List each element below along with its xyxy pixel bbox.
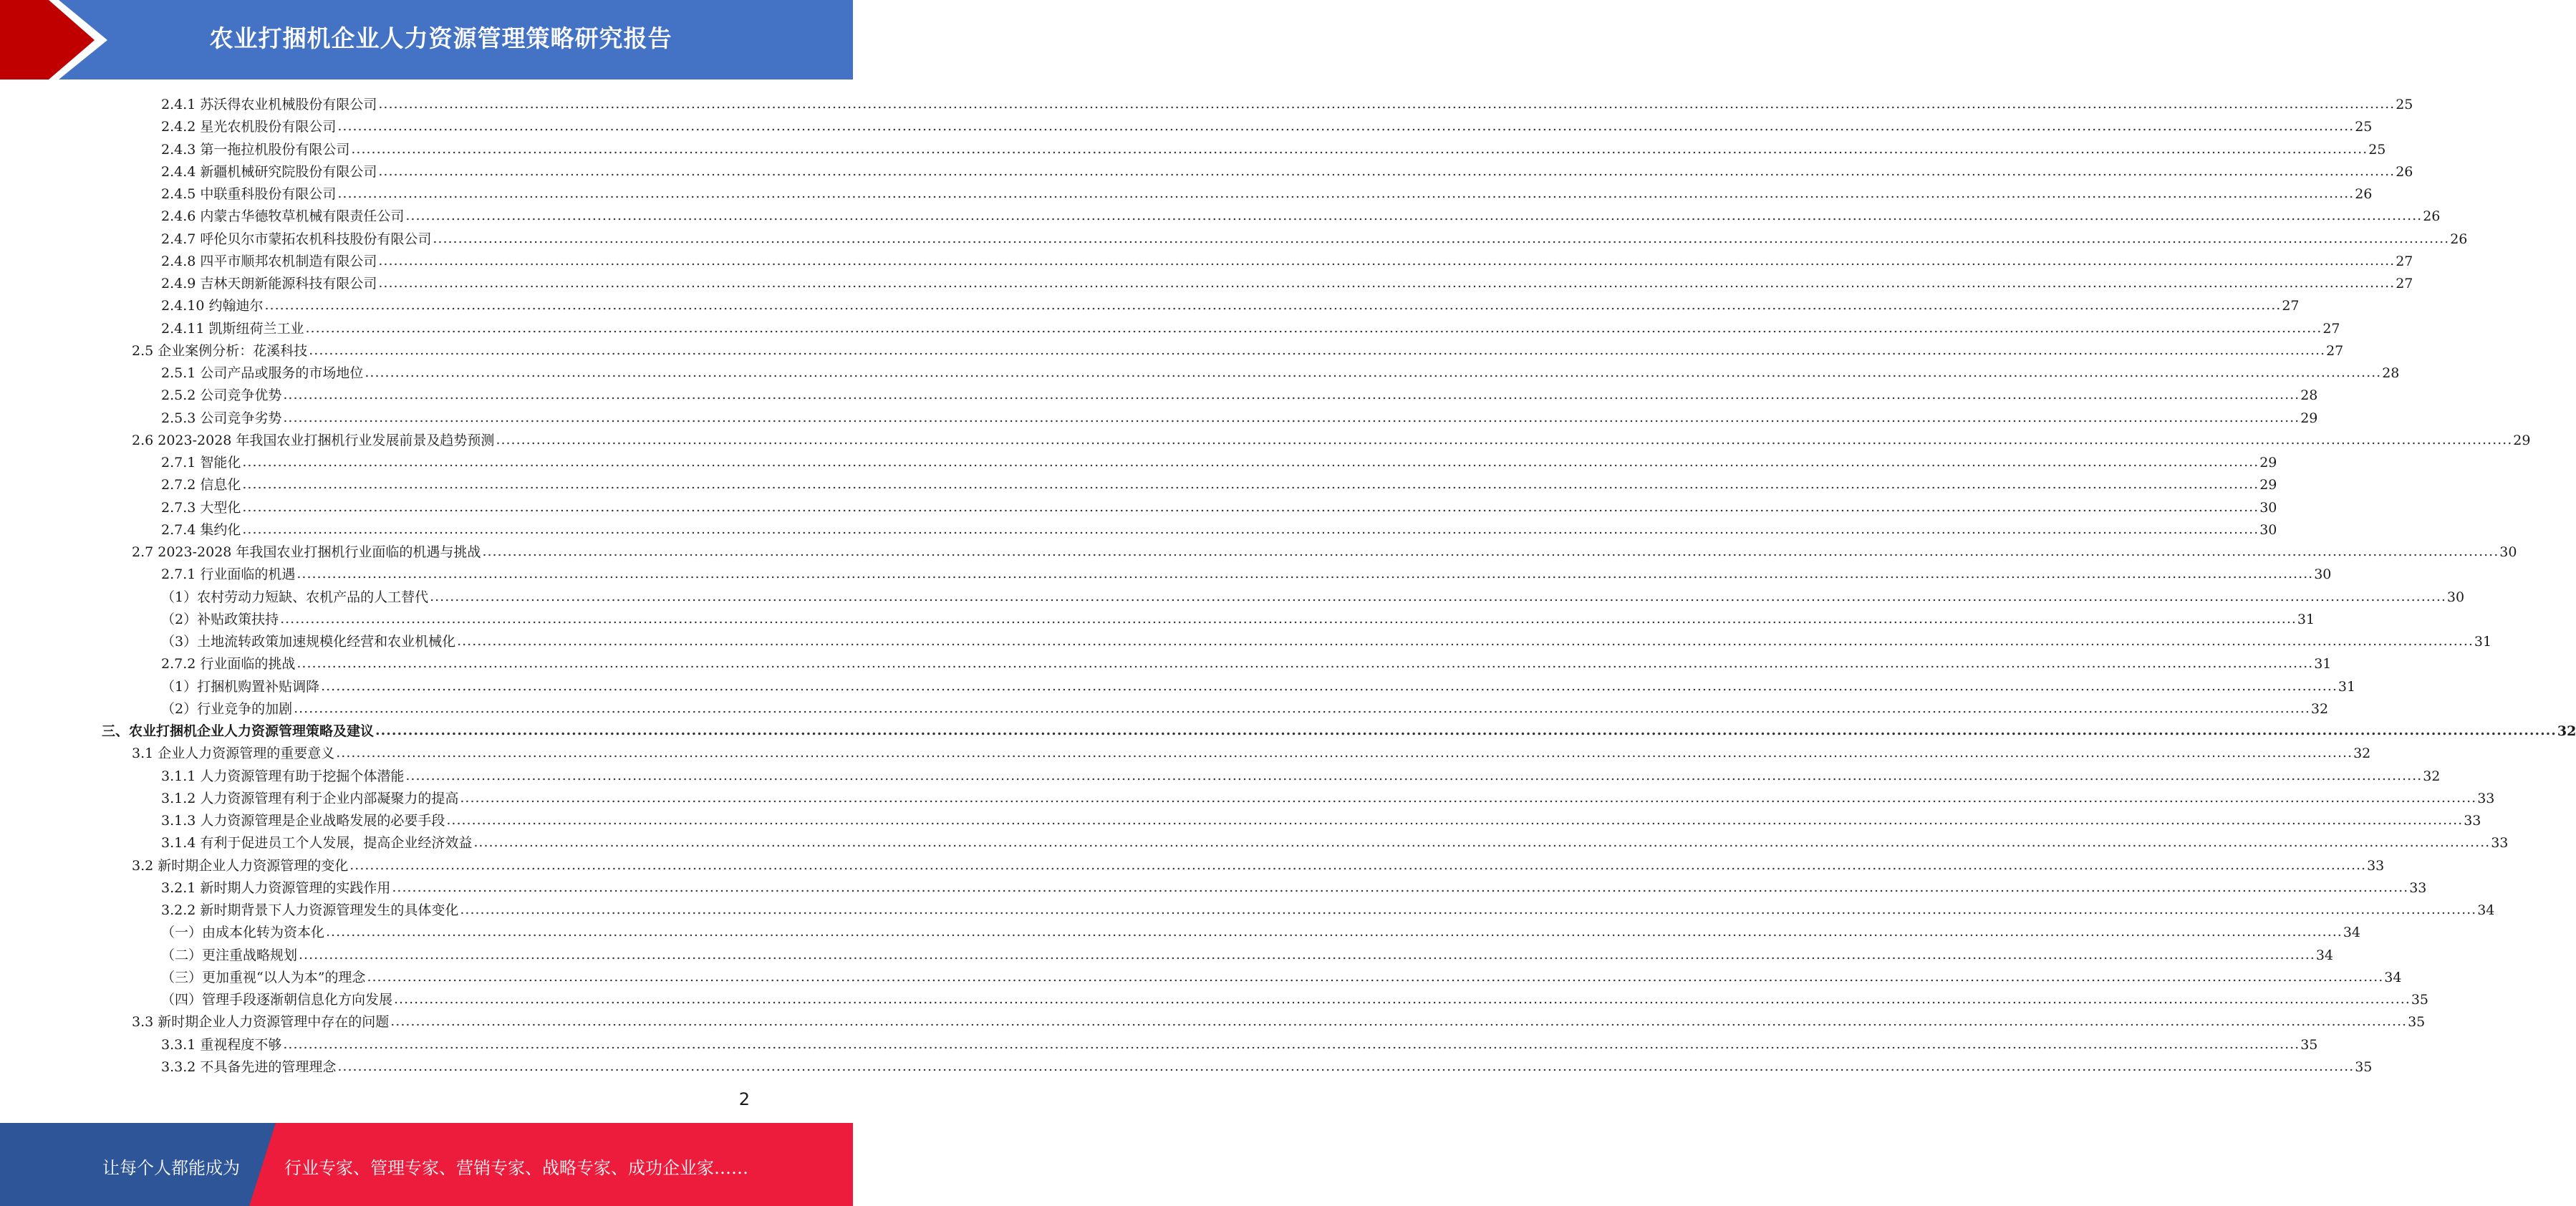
toc-dot-leader: ................................................................................................................................................................................................................................................................................................................................................................................................................ xyxy=(337,118,2355,134)
toc-entry-page: 27 xyxy=(2326,343,2344,359)
toc-entry[interactable] xyxy=(161,561,2332,583)
toc-dot-leader: ................................................................................................................................................................................................................................................................................................................................................................................................................ xyxy=(394,991,2411,1007)
toc-dot-leader: ................................................................................................................................................................................................................................................................................................................................................................................................................ xyxy=(349,857,2367,873)
toc-dot-leader: ................................................................................................................................................................................................................................................................................................................................................................................................................ xyxy=(299,947,2315,963)
toc-entry-page: 35 xyxy=(2355,1059,2373,1075)
toc-dot-leader: ................................................................................................................................................................................................................................................................................................................................................................................................................ xyxy=(405,208,2423,223)
toc-entry-page: 26 xyxy=(2355,186,2373,202)
toc-entry[interactable] xyxy=(161,471,2277,493)
toc-dot-leader: ................................................................................................................................................................................................................................................................................................................................................................................................................ xyxy=(280,611,2297,627)
toc-dot-leader: ................................................................................................................................................................................................................................................................................................................................................................................................................ xyxy=(496,432,2513,448)
toc-entry-title: 2.4.1 苏沃得农业机械股份有限公司 xyxy=(161,97,377,112)
toc-entry[interactable] xyxy=(161,584,2465,606)
toc-entry-page: 33 xyxy=(2477,791,2495,806)
toc-entry-title: 2.7.1 智能化 xyxy=(161,455,241,471)
toc-dot-leader: ................................................................................................................................................................................................................................................................................................................................................................................................................ xyxy=(283,387,2300,402)
toc-entry-page: 31 xyxy=(2338,679,2356,695)
toc-entry[interactable] xyxy=(161,650,2332,672)
toc-entry[interactable] xyxy=(161,628,2492,650)
toc-entry-page: 35 xyxy=(2411,992,2429,1008)
toc-dot-leader: ................................................................................................................................................................................................................................................................................................................................................................................................................ xyxy=(309,342,2326,358)
toc-dot-leader: ................................................................................................................................................................................................................................................................................................................................................................................................................ xyxy=(378,275,2396,291)
toc-entry[interactable] xyxy=(161,807,2481,829)
toc-dot-leader: ................................................................................................................................................................................................................................................................................................................................................................................................................ xyxy=(242,476,2259,492)
toc-entry[interactable] xyxy=(132,1008,2426,1031)
toc-entry-page: 33 xyxy=(2491,835,2509,851)
toc-entry[interactable] xyxy=(132,427,2531,449)
toc-entry[interactable] xyxy=(161,942,2334,964)
toc-entry-page: 31 xyxy=(2297,612,2315,627)
toc-dot-leader: ................................................................................................................................................................................................................................................................................................................................................................................................................ xyxy=(446,812,2464,828)
toc-entry-page: 29 xyxy=(2259,477,2277,493)
toc-entry-title: 3.1 企业人力资源管理的重要意义 xyxy=(132,746,335,761)
toc-entry-page: 32 xyxy=(2557,723,2576,739)
toc-dot-leader: ................................................................................................................................................................................................................................................................................................................................................................................................................ xyxy=(378,253,2396,269)
footer-slogan-left: 让每个人都能成为 xyxy=(102,1158,240,1178)
toc-entry[interactable] xyxy=(161,516,2277,539)
document-title: 农业打捆机企业人力资源管理策略研究报告 xyxy=(209,24,672,52)
toc-entry-page: 31 xyxy=(2314,656,2332,672)
toc-entry[interactable] xyxy=(161,113,2373,135)
toc-entry-title: 2.7.2 信息化 xyxy=(161,477,241,493)
toc-entry-page: 34 xyxy=(2384,970,2402,985)
toc-entry-title: （2）行业竞争的加剧 xyxy=(161,701,293,717)
toc-entry-page: 32 xyxy=(2353,746,2371,761)
toc-dot-leader: ................................................................................................................................................................................................................................................................................................................................................................................................................ xyxy=(296,655,2314,671)
toc-dot-leader: ................................................................................................................................................................................................................................................................................................................................................................................................................ xyxy=(294,700,2310,716)
toc-entry-page: 30 xyxy=(2446,589,2465,605)
toc-dot-leader: ................................................................................................................................................................................................................................................................................................................................................................................................................ xyxy=(367,969,2384,985)
toc-entry-title: 2.4.8 四平市顺邦农机制造有限公司 xyxy=(161,254,377,269)
toc-entry-page: 25 xyxy=(2396,97,2413,112)
toc-entry[interactable] xyxy=(161,986,2429,1008)
toc-entry[interactable] xyxy=(161,158,2413,180)
toc-entry-title: 2.7.1 行业面临的机遇 xyxy=(161,566,296,582)
toc-entry[interactable] xyxy=(132,740,2371,762)
toc-entry[interactable] xyxy=(161,494,2277,516)
toc-entry-title: 3.3 新时期企业人力资源管理中存在的问题 xyxy=(132,1014,390,1030)
toc-dot-leader: ................................................................................................................................................................................................................................................................................................................................................................................................................ xyxy=(296,566,2314,582)
toc-entry[interactable] xyxy=(161,919,2361,941)
toc-entry-title: 2.4.2 星光农机股份有限公司 xyxy=(161,119,337,135)
toc-dot-leader: ................................................................................................................................................................................................................................................................................................................................................................................................................ xyxy=(321,678,2338,694)
toc-entry[interactable] xyxy=(161,248,2413,270)
toc-entry-page: 26 xyxy=(2396,164,2413,180)
toc-entry-title: 2.7.3 大型化 xyxy=(161,500,241,516)
toc-entry-title: （1）农村劳动力短缺、农机产品的人工替代 xyxy=(161,589,429,605)
toc-entry[interactable] xyxy=(161,874,2427,897)
toc-entry-page: 27 xyxy=(2282,298,2300,314)
toc-dot-leader: ................................................................................................................................................................................................................................................................................................................................................................................................................ xyxy=(242,454,2259,470)
toc-dot-leader: ................................................................................................................................................................................................................................................................................................................................................................................................................ xyxy=(457,633,2474,649)
toc-entry-page: 32 xyxy=(2423,768,2441,784)
toc-entry-page: 33 xyxy=(2367,858,2385,874)
toc-dot-leader: ................................................................................................................................................................................................................................................................................................................................................................................................................ xyxy=(242,521,2259,537)
toc-dot-leader: ................................................................................................................................................................................................................................................................................................................................................................................................................ xyxy=(430,589,2446,604)
page-number: 2 xyxy=(738,1089,750,1109)
toc-entry-title: （四）管理手段逐渐朝信息化方向发展 xyxy=(161,992,393,1008)
toc-entry-page: 28 xyxy=(2300,387,2318,403)
toc-dot-leader: ................................................................................................................................................................................................................................................................................................................................................................................................................ xyxy=(337,1058,2355,1074)
toc-entry-title: 2.4.4 新疆机械研究院股份有限公司 xyxy=(161,164,377,180)
toc-entry[interactable] xyxy=(161,673,2356,695)
toc-entry[interactable] xyxy=(161,226,2468,248)
toc-entry-page: 28 xyxy=(2382,365,2400,381)
toc-dot-leader: ................................................................................................................................................................................................................................................................................................................................................................................................................ xyxy=(460,902,2477,917)
toc-entry-title: 2.5.3 公司竞争劣势 xyxy=(161,410,282,426)
toc-entry-title: 2.4.3 第一拖拉机股份有限公司 xyxy=(161,142,350,158)
toc-entry[interactable] xyxy=(161,292,2300,314)
toc-entry-page: 25 xyxy=(2355,119,2373,135)
toc-dot-leader: ................................................................................................................................................................................................................................................................................................................................................................................................................ xyxy=(390,1013,2408,1029)
toc-entry-page: 32 xyxy=(2310,701,2329,717)
toc-entry-title: 2.5.1 公司产品或服务的市场地位 xyxy=(161,365,364,381)
toc-entry-page: 29 xyxy=(2300,410,2318,426)
toc-entry-title: 2.4.6 内蒙古华德牧草机械有限责任公司 xyxy=(161,208,405,224)
toc-entry-page: 30 xyxy=(2499,544,2517,560)
toc-entry-title: 3.2.2 新时期背景下人力资源管理发生的具体变化 xyxy=(161,902,459,918)
toc-dot-leader: ................................................................................................................................................................................................................................................................................................................................................................................................................ xyxy=(351,141,2368,157)
toc-dot-leader: ................................................................................................................................................................................................................................................................................................................................................................................................................ xyxy=(392,879,2409,895)
toc-entry-page: 25 xyxy=(2368,142,2386,158)
toc-entry-page: 30 xyxy=(2259,522,2277,538)
toc-entry[interactable] xyxy=(161,606,2315,628)
toc-entry-page: 29 xyxy=(2259,455,2277,471)
toc-entry-title: 3.3.2 不具备先进的管理理念 xyxy=(161,1059,337,1075)
toc-entry[interactable] xyxy=(132,539,2517,561)
toc-entry-page: 27 xyxy=(2322,321,2340,337)
toc-entry-title: 3.1.3 人力资源管理是企业战略发展的必要手段 xyxy=(161,813,445,829)
toc-entry-title: 2.4.7 呼伦贝尔市蒙拓农机科技股份有限公司 xyxy=(161,231,432,247)
toc-entry-page: 35 xyxy=(2408,1014,2426,1030)
toc-dot-leader: ................................................................................................................................................................................................................................................................................................................................................................................................................ xyxy=(283,1036,2300,1052)
toc-entry[interactable] xyxy=(161,203,2441,225)
toc-entry-page: 26 xyxy=(2423,208,2441,224)
toc-entry-title: 3.1.4 有利于促进员工个人发展，提高企业经济效益 xyxy=(161,835,473,851)
toc-entry-page: 33 xyxy=(2409,880,2427,896)
toc-entry-title: 2.4.9 吉林天朗新能源科技有限公司 xyxy=(161,276,377,291)
toc-entry-page: 30 xyxy=(2314,566,2332,582)
toc-entry-title: （二）更注重战略规划 xyxy=(161,947,298,963)
toc-entry-title: 3.1.1 人力资源管理有助于挖掘个体潜能 xyxy=(161,768,405,784)
toc-entry[interactable] xyxy=(161,180,2373,203)
toc-entry-page: 31 xyxy=(2474,634,2492,650)
toc-entry[interactable] xyxy=(161,897,2495,919)
toc-entry[interactable] xyxy=(161,449,2277,471)
page-header xyxy=(0,0,853,79)
toc-entry-title: （1）打捆机购置补贴调降 xyxy=(161,679,320,695)
toc-entry-title: 3.1.2 人力资源管理有利于企业内部凝聚力的提高 xyxy=(161,791,459,806)
toc-entry-title: 2.5 企业案例分析：花溪科技 xyxy=(132,343,308,359)
toc-dot-leader: ................................................................................................................................................................................................................................................................................................................................................................................................................ xyxy=(365,365,2382,380)
toc-entry[interactable] xyxy=(161,360,2400,382)
toc-dot-leader: ................................................................................................................................................................................................................................................................................................................................................................................................................ xyxy=(283,410,2300,425)
toc-entry[interactable] xyxy=(161,136,2386,158)
toc-dot-leader: ................................................................................................................................................................................................................................................................................................................................................................................................................ xyxy=(460,790,2477,806)
toc-entry[interactable] xyxy=(161,829,2509,852)
toc-entry-page: 33 xyxy=(2464,813,2481,829)
toc-entry-page: 27 xyxy=(2396,276,2413,291)
footer-slogan-right: 行业专家、管理专家、营销专家、战略专家、成功企业家…… xyxy=(284,1158,748,1178)
toc-entry-title: 2.4.10 约翰迪尔 xyxy=(161,298,264,314)
toc-entry-title: 3.2.1 新时期人力资源管理的实践作用 xyxy=(161,880,391,896)
toc-entry-title: 2.7 2023-2028 年我国农业打捆机行业面临的机遇与挑战 xyxy=(132,544,481,560)
toc-entry[interactable] xyxy=(161,270,2413,292)
toc-dot-leader: ................................................................................................................................................................................................................................................................................................................................................................................................................ xyxy=(405,768,2423,783)
toc-entry-title: 3.3.1 重视程度不够 xyxy=(161,1037,282,1053)
toc-entry-page: 34 xyxy=(2315,947,2334,963)
toc-entry-title: 2.5.2 公司竞争优势 xyxy=(161,387,282,403)
toc-entry-title: 2.7.2 行业面临的挑战 xyxy=(161,656,296,672)
toc-dot-leader: ................................................................................................................................................................................................................................................................................................................................................................................................................ xyxy=(473,834,2491,850)
toc-dot-leader: ................................................................................................................................................................................................................................................................................................................................................................................................................ xyxy=(378,96,2396,112)
toc-entry[interactable] xyxy=(161,964,2402,986)
toc-dot-leader: ................................................................................................................................................................................................................................................................................................................................................................................................................ xyxy=(433,231,2450,246)
toc-entry[interactable] xyxy=(161,1053,2373,1076)
toc-entry-title: （三）更加重视“以人为本”的理念 xyxy=(161,970,366,985)
toc-entry[interactable] xyxy=(161,315,2340,337)
toc-entry-title: （一）由成本化转为资本化 xyxy=(161,925,325,940)
page-footer xyxy=(0,1123,853,1206)
toc-entry[interactable] xyxy=(161,695,2329,718)
toc-dot-leader: ................................................................................................................................................................................................................................................................................................................................................................................................................ xyxy=(378,163,2396,179)
toc-entry[interactable] xyxy=(102,718,2576,740)
toc-entry-page: 34 xyxy=(2343,925,2361,940)
toc-entry-page: 34 xyxy=(2477,902,2495,918)
toc-entry-title: 2.4.11 凯斯纽荷兰工业 xyxy=(161,321,304,337)
toc-dot-leader: ................................................................................................................................................................................................................................................................................................................................................................................................................ xyxy=(264,297,2282,313)
toc-dot-leader: ................................................................................................................................................................................................................................................................................................................................................................................................................ xyxy=(242,499,2259,515)
toc-entry-title: 三、农业打捆机企业人力资源管理策略及建议 xyxy=(102,723,375,739)
toc-entry[interactable] xyxy=(132,337,2344,360)
toc-entry[interactable] xyxy=(161,785,2495,807)
toc-entry-page: 29 xyxy=(2513,433,2531,448)
toc-entry[interactable] xyxy=(161,91,2413,113)
toc-dot-leader: ................................................................................................................................................................................................................................................................................................................................................................................................................ xyxy=(336,745,2353,761)
toc-entry-title: （2）补贴政策扶持 xyxy=(161,612,279,627)
toc-dot-leader: ................................................................................................................................................................................................................................................................................................................................................................................................................ xyxy=(482,544,2499,559)
toc-entry-title: 3.2 新时期企业人力资源管理的变化 xyxy=(132,858,349,874)
toc-dot-leader: ................................................................................................................................................................................................................................................................................................................................................................................................................ xyxy=(305,320,2322,336)
toc-entry-title: 2.7.4 集约化 xyxy=(161,522,241,538)
toc-entry[interactable] xyxy=(161,405,2318,427)
toc-entry-page: 26 xyxy=(2450,231,2468,247)
toc-entry[interactable] xyxy=(161,1031,2318,1053)
toc-dot-leader: ................................................................................................................................................................................................................................................................................................................................................................................................................ xyxy=(375,723,2557,738)
toc-entry-page: 35 xyxy=(2300,1037,2318,1053)
toc-entry-page: 30 xyxy=(2259,500,2277,516)
toc-entry-title: 2.4.5 中联重科股份有限公司 xyxy=(161,186,337,202)
toc-dot-leader: ................................................................................................................................................................................................................................................................................................................................................................................................................ xyxy=(326,924,2343,940)
toc-entry[interactable] xyxy=(132,852,2385,874)
toc-dot-leader: ................................................................................................................................................................................................................................................................................................................................................................................................................ xyxy=(337,185,2355,201)
toc-entry-title: 2.6 2023-2028 年我国农业打捆机行业发展前景及趋势预测 xyxy=(132,433,495,448)
toc-entry[interactable] xyxy=(161,382,2318,404)
toc-entry-title: （3）土地流转政策加速规模化经营和农业机械化 xyxy=(161,634,456,650)
toc-entry[interactable] xyxy=(161,763,2441,785)
toc-entry-page: 27 xyxy=(2396,254,2413,269)
